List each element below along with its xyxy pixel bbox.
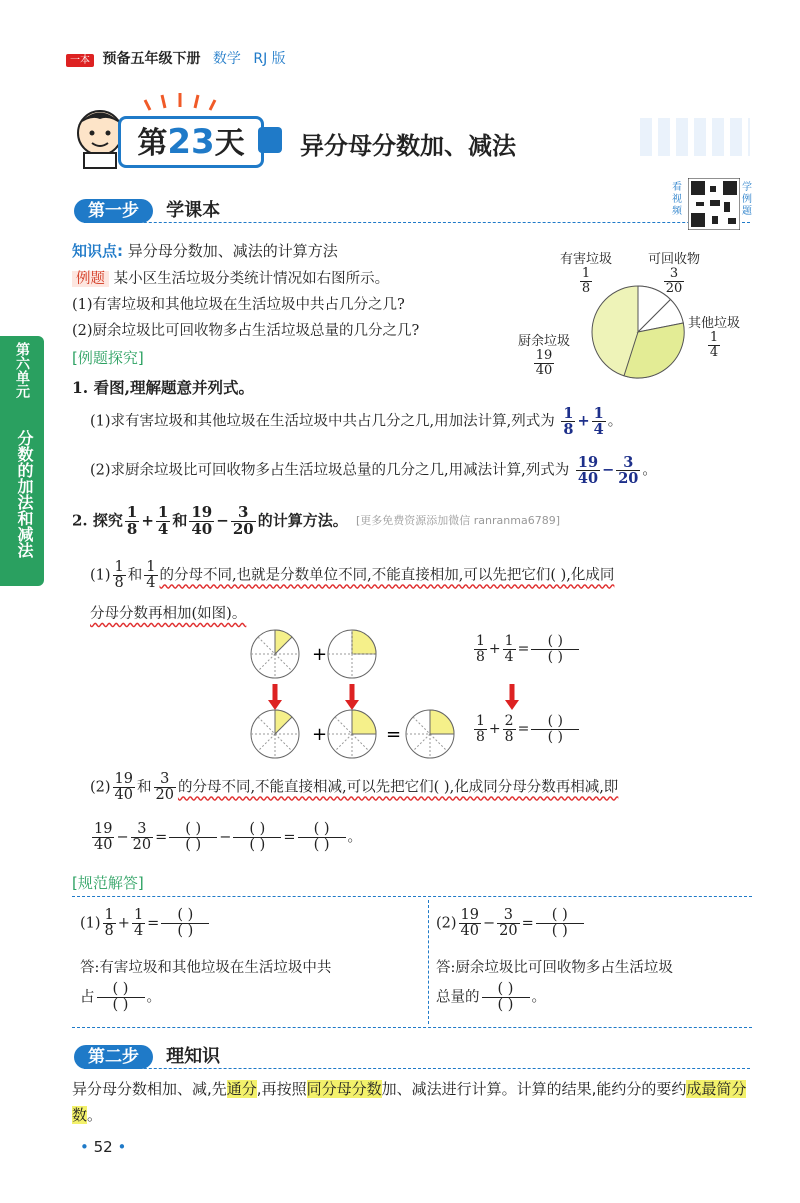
s1-b: (2)求厨余垃圾比可回收物多占生活垃圾总量的几分之几,用减法计算,列式为 $\frac{19}{40}$ − $\frac{3}{20}$ 。 [90, 454, 657, 488]
answer-blank[interactable]: $\frac{( )}{( )}$ [482, 982, 530, 1013]
s2-p1c: 分母分数再相加(如图)。 [90, 606, 247, 622]
pie-label-harmful: 有害垃圾 $\frac{1}{8}$ [560, 252, 613, 296]
std-ans2b: 总量的 $\frac{( )}{( )}$ 。 [436, 981, 546, 1014]
std-label: [规范解答] [72, 874, 144, 892]
s2-p2: (2) $\frac{19}{40}$ 和 $\frac{3}{20}$ 的分母不同,不能直接相减,可以先把它们( ),化成同分母分数再相减,即 [90, 771, 619, 804]
example-q2: (2)厨余垃圾比可回收物多占生活垃圾总量的几分之几? [72, 323, 420, 339]
brand-badge: 一本 [66, 54, 94, 67]
answer-blank[interactable]: $\frac{( )}{( )}$ [531, 714, 579, 744]
pie-label-recycle: 可回收物 $\frac{3}{20}$ [648, 252, 701, 296]
divider [84, 1068, 750, 1069]
day-number: 23 [167, 122, 215, 162]
qr-code-icon[interactable] [688, 178, 740, 230]
subject: 数学 [212, 51, 241, 67]
s2-p1: (1) $\frac{1}{8}$ 和 $\frac{1}{4}$ 的分母不同,也就是分数单位不同,不能直接相加,可以先把它们( ),化成同 [90, 559, 615, 592]
example [72, 266, 419, 344]
std-ans1: 答:有害垃圾和其他垃圾在生活垃圾中共 [80, 960, 332, 976]
svg-text:=: = [386, 724, 402, 745]
divider [84, 222, 750, 223]
step1-pill: 第一步 [74, 199, 153, 223]
day-badge [118, 116, 264, 168]
answer-blank[interactable]: $\frac{( )}{( )}$ [161, 908, 209, 939]
knowledge-label: 知识点: [72, 242, 123, 260]
s2-eq: $\frac{19}{40}$ − $\frac{3}{20}$ = $\frac{( )}{( )}$ − $\frac{( )}{( )}$ = $\frac{( )}{( )}$ 。 [94, 821, 363, 854]
banner-decoration [640, 118, 750, 156]
svg-text:+: + [312, 724, 328, 745]
knowledge-text: 异分母分数加、减法的计算方法 [127, 242, 338, 260]
example-q1: (1)有害垃圾和其他垃圾在生活垃圾中共占几分之几? [72, 297, 405, 313]
s2-title: 2. 探究 $\frac{1}{8}$ + $\frac{1}{4}$ 和 $\frac{19}{40}$ − $\frac{3}{20}$ 的计算方法。 [72, 503, 348, 538]
day-prefix: 第 [137, 126, 168, 161]
answer-blank[interactable]: $\frac{( )}{( )}$ [97, 982, 145, 1013]
edition: RJ 版 [253, 51, 286, 67]
answer-blank[interactable]: $\frac{( )}{( )}$ [536, 908, 584, 939]
topic-label: 分数的加法和减法 [15, 430, 34, 558]
pie-label-other: 其他垃圾 $\frac{1}{4}$ [688, 316, 741, 360]
s1-a: (1)求有害垃圾和其他垃圾在生活垃圾中共占几分之几,用加法计算,列式为 $\frac{1}{8}$ + $\frac{1}{4}$ 。 [90, 405, 623, 439]
step1-title: 学课本 [166, 200, 221, 221]
step2-heading [74, 1042, 220, 1068]
example-label: 例题 [72, 271, 109, 287]
lesson-title: 异分母分数加、减法 [300, 132, 516, 160]
book-title: 预备五年级下册 [102, 51, 201, 67]
step2-text: 异分母分数相加、减,先通分,再按照同分母分数加、减法进行计算。计算的结果,能约分的要约成最简分数。 [72, 1080, 747, 1124]
answer-blank[interactable]: $\frac{( )}{( )}$ [298, 822, 346, 853]
std-ans2: 答:厨余垃圾比可回收物多占生活垃圾 [436, 960, 673, 976]
example-text: 某小区生活垃圾分类统计情况如右图所示。 [113, 271, 390, 287]
pie-label-kitchen: 厨余垃圾 $\frac{19}{40}$ [518, 334, 571, 378]
plus-sign: + [312, 644, 328, 665]
knowledge-point [72, 240, 338, 261]
header [66, 48, 286, 68]
answer-blank[interactable]: $\frac{( )}{( )}$ [169, 822, 217, 853]
std-eq1: (1) $\frac{1}{8}$ + $\frac{1}{4}$ = $\frac{( )}{( )}$ [80, 908, 211, 939]
std-ans1b: 占 $\frac{( )}{( )}$ 。 [80, 981, 161, 1014]
day-suffix: 天 [214, 126, 245, 161]
qr-left-label: 看视频 [672, 182, 682, 217]
watermark: [更多免费资源添加微信 ranranma6789] [356, 514, 560, 527]
answer-blank[interactable]: $\frac{( )}{( )}$ [233, 822, 281, 853]
unit-label: 第六单元 [14, 342, 30, 398]
step2-pill: 第二步 [74, 1045, 153, 1069]
answer-divider [428, 900, 429, 1024]
answer-blank[interactable]: $\frac{( )}{( )}$ [531, 634, 579, 664]
diagram-eq2: $\frac{1}{8}$ + $\frac{2}{8}$ = $\frac{( )}{( )}$ [472, 714, 581, 744]
diagram-eq1: $\frac{1}{8}$ + $\frac{1}{4}$ = $\frac{( )}{( )}$ [472, 634, 581, 664]
sun-rays-icon [140, 90, 220, 112]
qr-right-label: 学例题 [742, 182, 752, 217]
explore-label: [例题探究] [72, 349, 144, 367]
page-number: • 52 • [80, 1138, 127, 1156]
banner-tab [258, 127, 282, 153]
waste-pie-chart [588, 282, 688, 382]
std-eq2: (2) $\frac{19}{40}$ − $\frac{3}{20}$ = $\frac{( )}{( )}$ [436, 908, 586, 939]
step1-heading [74, 196, 220, 222]
s1-title: 1. 看图,理解题意并列式。 [72, 378, 254, 397]
step2-title: 理知识 [166, 1046, 221, 1067]
